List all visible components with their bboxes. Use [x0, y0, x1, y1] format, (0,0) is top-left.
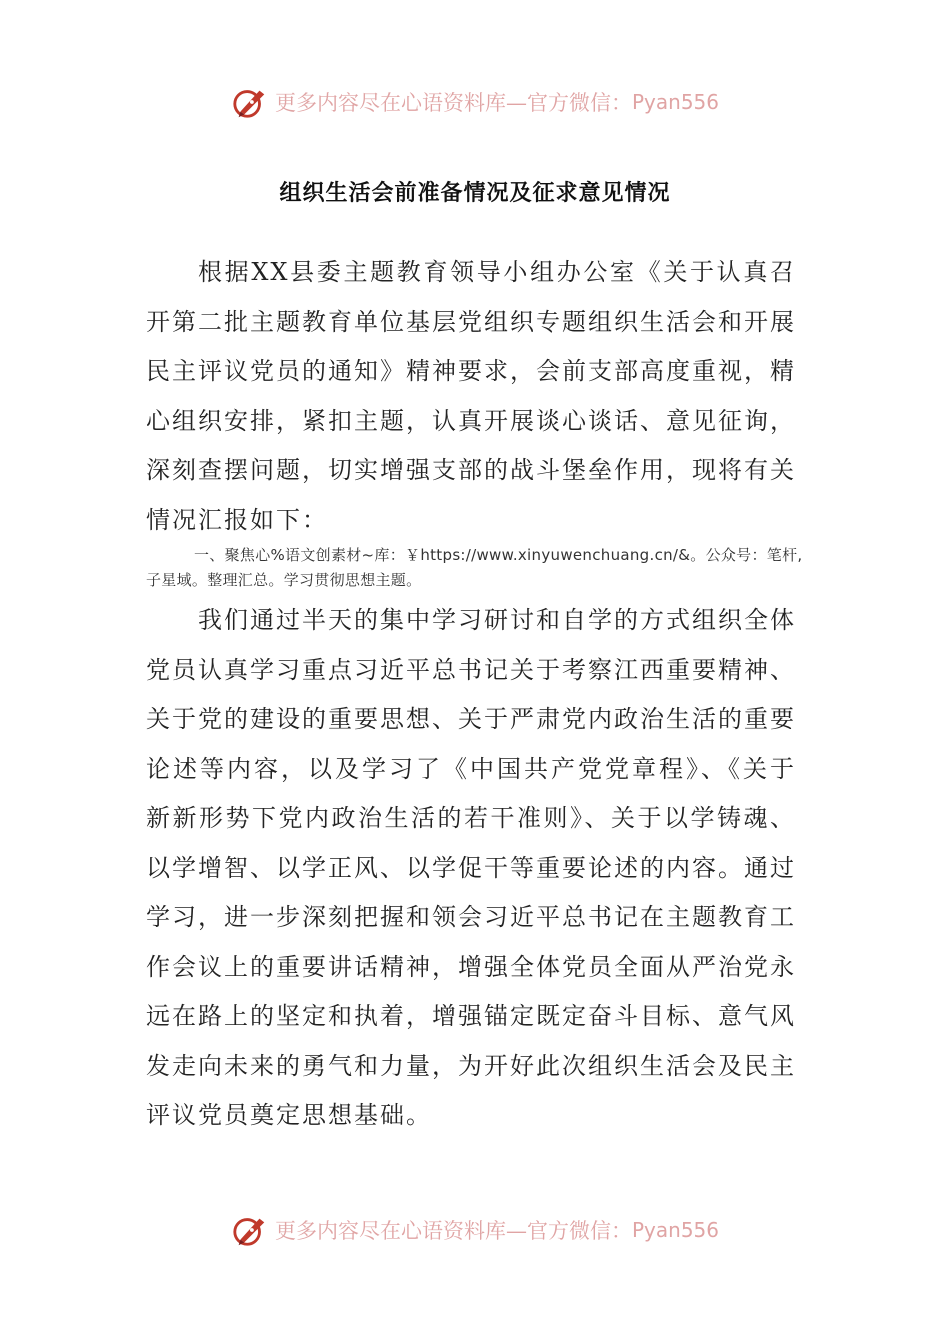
- wechat-id: Pyan556: [631, 90, 719, 114]
- paragraph-study: 我们通过半天的集中学习研讨和自学的方式组织全体党员认真学习重点习近平总书记关于考察江西重要精神、关于党的建设的重要思想、关于严肃党内政治生活的重要论述等内容，以及学习了《中国共产党党章程》、《关于新新形势下党内政治生活的若干准则》、关于以学铸魂、以学增智、以学正风、以学促干等重要论述的内容。通过学习，进一步深刻把握和领会习近平总书记在主题教育工作会议上的重要讲话精神，增强全体党员全面从严治党永远在路上的坚定和执着，增强锚定既定奋斗目标、意气风发走向未来的勇气和力量，为开好此次组织生活会及民主评议党员奠定思想基础。: [146, 606, 796, 1129]
- banner-text: 更多内容尽在心语资料库—官方微信：: [274, 91, 632, 115]
- pen-logo-icon: [231, 1211, 269, 1249]
- paragraph-intro: 根据XX县委主题教育领导小组办公室《关于认真召开第二批主题教育单位基层党组织专题组织生活会和开展民主评议党员的通知》精神要求，会前支部高度重视，精心组织安排，紧扣主题，认真开展谈心谈话、意见征询，深刻查摆问题，切实增强支部的战斗堡垒作用，现将有关情况汇报如下：: [146, 258, 796, 534]
- header-banner: [0, 80, 950, 124]
- wechat-id: Pyan556: [631, 1218, 719, 1242]
- footer-banner: [0, 1208, 950, 1252]
- source-note: 一、聚焦心%语文创素材~库：￥https://www.xinyuwenchuang.cn/&。公众号：笔杆,子星域。整理汇总。学习贯彻思想主题。: [146, 546, 803, 589]
- document-title: 组织生活会前准备情况及征求意见情况: [279, 181, 671, 206]
- banner-text: 更多内容尽在心语资料库—官方微信：: [274, 1219, 632, 1243]
- pen-logo-icon: [231, 83, 269, 121]
